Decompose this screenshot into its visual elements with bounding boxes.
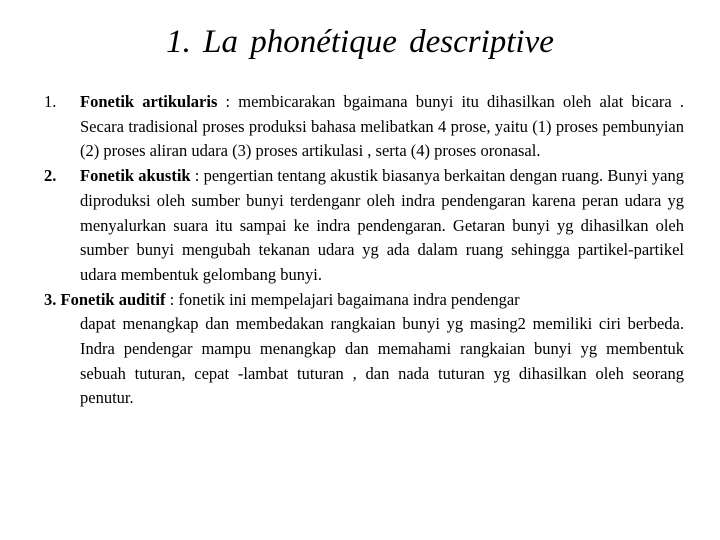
- list-item-artikularis: [44, 90, 684, 164]
- slide-title: 1. La phonétique descriptive: [166, 24, 554, 60]
- item-body: dapat menangkap dan membedakan rangkaian bunyi yg masing2 memiliki ciri berbeda. Indra pendengar mampu menangkap dan memahami rangkaian bunyi yg membentuk sebuah tuturan, cepat -lambat tuturan , dan nada tuturan yg dihasilkan oleh seorang penutur.: [80, 314, 684, 408]
- item-text: : membicarakan bgaimana bunyi itu dihasilkan oleh alat bicara . Secara tradisional proses produksi bahasa melibatkan 4 prose, yaitu (1) proses pembunyian (2) proses aliran udara (3) proses artikulasi , serta (4) proses oronasal.: [80, 92, 684, 161]
- list-item-akustik: [44, 164, 684, 288]
- item-number: 1.: [44, 92, 57, 111]
- content-list: [44, 90, 684, 411]
- item-text-first-line: : fonetik ini mempelajari bagaimana indra pendengar: [165, 289, 520, 309]
- item-text: : pengertian tentang akustik biasanya berkaitan dengan ruang. Bunyi yang diproduksi oleh sumber bunyi terdenganr oleh indra pendengaran karena peran udara yg menyalurkan suara itu sampai ke indra pendengaran. Getaran bunyi yg dihasilkan oleh sumber bunyi mengubah tekanan udara yg ada dalam ruang sehingga partikel-partikel udara membentuk gelombang bunyi.: [80, 166, 684, 284]
- item-first-line: [44, 288, 684, 313]
- item-body: [80, 90, 684, 164]
- item-term: Fonetik artikularis: [80, 92, 218, 111]
- item-number: 2.: [44, 166, 57, 186]
- item-term: Fonetik akustik: [80, 166, 191, 186]
- list-item-auditif: [44, 288, 684, 412]
- item-body: [80, 164, 684, 288]
- item-number: 3.: [44, 289, 57, 309]
- item-term: Fonetik auditif: [60, 289, 166, 309]
